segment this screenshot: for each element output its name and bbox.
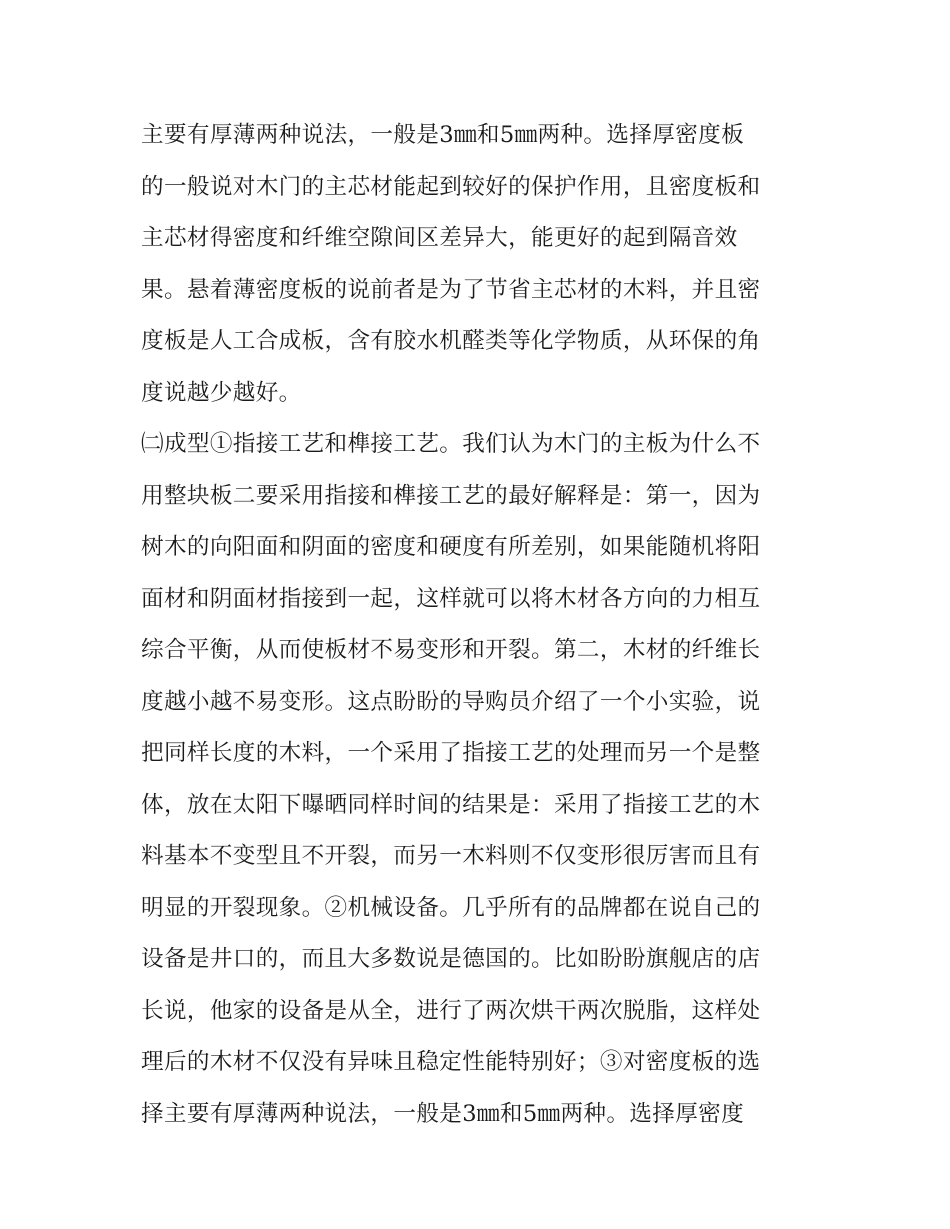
- text-line-6: 度说越少越好。: [141, 379, 302, 406]
- text-line-19: 理后的木材不仅没有异味且稳定性能特别好；③对密度板的选: [141, 1049, 761, 1075]
- text-line-9: 树木的向阳面和阴面的密度和硬度有所差别，如果能随机将阳: [141, 534, 761, 560]
- text-line-10: 面材和阴面材指接到一起，这样就可以将木材各方向的力相互: [141, 585, 761, 612]
- text-line-16: 明显的开裂现象。②机械设备。几乎所有的品牌都在说自己的: [141, 894, 761, 921]
- text-line-5: 度板是人工合成板，含有胶水机醛类等化学物质，从环保的角: [141, 328, 761, 354]
- text-line-13: 把同样长度的木料，一个采用了指接工艺的处理而另一个是整: [141, 740, 761, 766]
- text-line-11: 综合平衡，从而使板材不易变形和开裂。第二，木材的纤维长: [141, 637, 761, 663]
- text-line-1: 主要有厚薄两种说法，一般是3㎜和5㎜两种。选择厚密度板: [141, 122, 745, 148]
- text-line-3: 主芯材得密度和纤维空隙间区差异大，能更好的起到隔音效: [141, 225, 738, 251]
- text-line-14: 体，放在太阳下曝晒同样时间的结果是：采用了指接工艺的木: [141, 791, 761, 818]
- text-line-8: 用整块板二要采用指接和榫接工艺的最好解释是：第一，因为: [141, 482, 761, 509]
- text-line-15: 料基本不变型且不开裂，而另一木料则不仅变形很厉害而且有: [141, 843, 761, 869]
- text-line-18: 长说，他家的设备是从全，进行了两次烘干两次脱脂，这样处: [141, 997, 761, 1024]
- text-line-17: 设备是井口的，而且大多数说是德国的。比如盼盼旗舰店的店: [141, 946, 761, 972]
- body-text: [141, 110, 821, 1140]
- text-line-20: 择主要有厚薄两种说法，一般是3㎜和5㎜两种。选择厚密度: [141, 1100, 745, 1127]
- text-line-12: 度越小越不易变形。这点盼盼的导购员介绍了一个小实验，说: [141, 688, 761, 715]
- text-line-2: 的一般说对木门的主芯材能起到较好的保护作用，且密度板和: [141, 173, 761, 200]
- text-line-7: ㈡成型①指接工艺和榫接工艺。我们认为木门的主板为什么不: [141, 431, 761, 457]
- text-line-4: 果。悬着薄密度板的说前者是为了节省主芯材的木料，并且密: [141, 276, 761, 303]
